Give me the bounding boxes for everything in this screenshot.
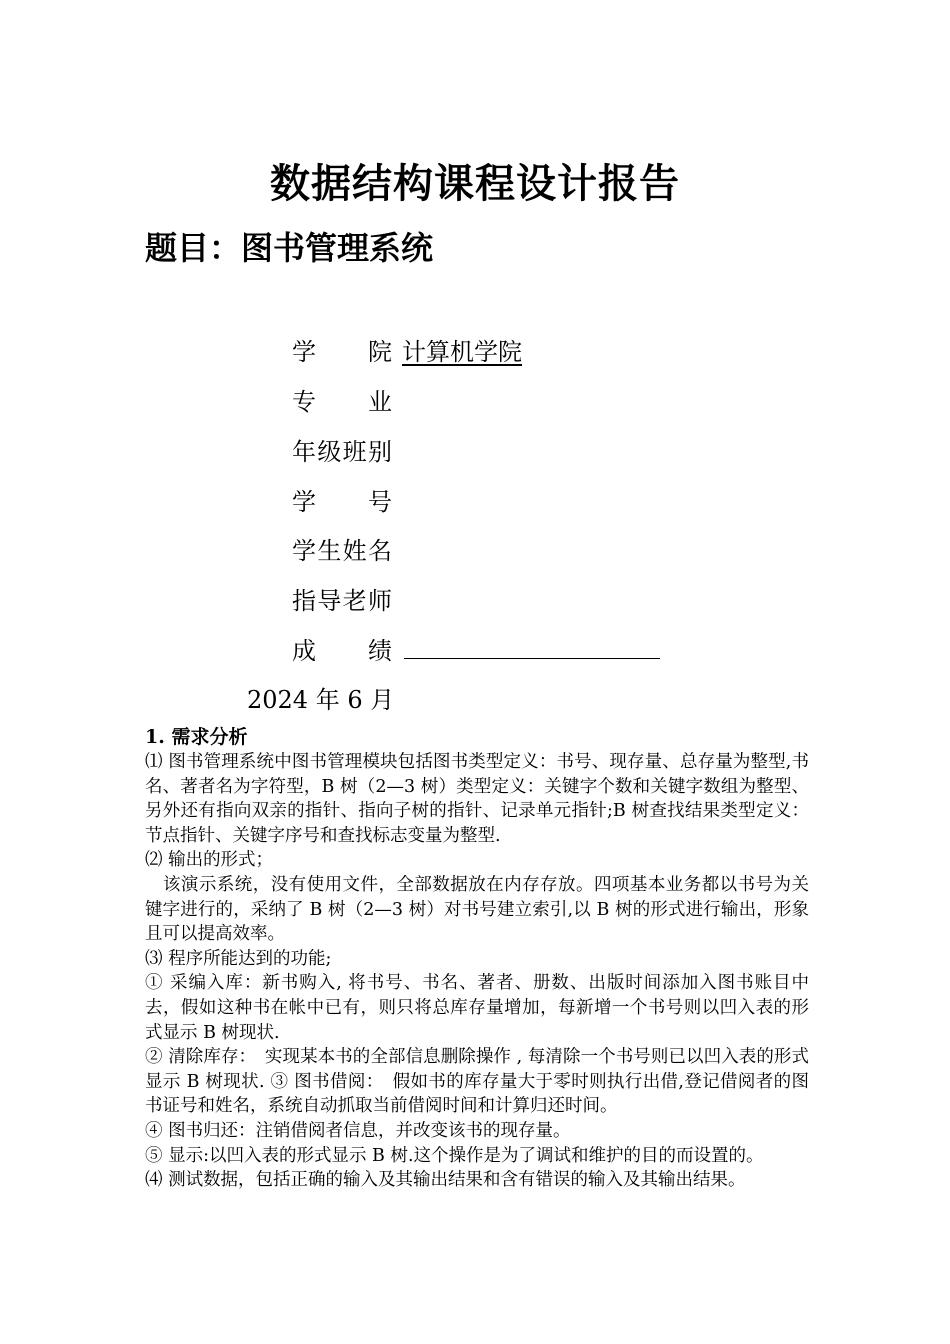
info-row-college <box>292 334 522 370</box>
paragraph-function-return: ④ 图书归还：注销借阅者信息，并改变该书的现存量。 <box>145 1120 571 1141</box>
student-id-label: 学 号 <box>292 488 392 516</box>
info-row-advisor <box>292 583 392 619</box>
college-value: 计算机学院 <box>402 338 522 366</box>
paragraph-functions-heading: ⑶ 程序所能达到的功能; <box>145 948 332 969</box>
report-date: 2024 年 6 月 <box>247 686 395 714</box>
section-body <box>145 750 809 1193</box>
grade-blank-line <box>404 632 660 659</box>
paragraph-function-display: ⑤ 显示:以凹入表的形式显示 B 树.这个操作是为了调试和维护的目的而设置的。 <box>145 1145 764 1166</box>
paragraph-output-form: 该演示系统，没有使用文件，全部数据放在内存存放。四项基本业务都以书号为关键字进行的，采纳了 B 树（2—3 树）对书号建立索引,以 B 树的形式进行输出，形象且可以提高效率。 <box>145 874 809 945</box>
paragraph-function-intake: ① 采编入库：新书购入, 将书号、书名、著者、册数、出版时间添加入图书账目中去，假如这种书在帐中已有，则只将总库存量增加，每新增一个书号则以凹入表的形式显示 B 树现状. <box>145 973 809 1043</box>
paragraph-output-form-heading: ⑵ 输出的形式； <box>145 850 274 871</box>
advisor-label: 指导老师 <box>292 587 392 615</box>
paragraph-test-data: ⑷ 测试数据，包括正确的输入及其输出结果和含有错误的输入及其输出结果。 <box>145 1170 746 1191</box>
paragraph-function-clear-borrow: ② 清除库存： 实现某本书的全部信息删除操作 , 每清除一个书号则已以凹入表的形式显示 B 树现状. ③ 图书借阅： 假如书的库存量大于零时则执行出借,登记借阅者的图书证号和姓名，系统自动抓取当前借阅时间和计算归还时间。 <box>145 1047 809 1117</box>
info-row-name <box>292 533 392 569</box>
college-label: 学 院 <box>292 338 392 366</box>
info-row-major <box>292 384 392 420</box>
class-label: 年级班别 <box>292 438 392 466</box>
major-label: 专 业 <box>292 388 392 416</box>
info-row-class <box>292 434 392 470</box>
student-name-label: 学生姓名 <box>292 537 392 565</box>
info-row-student-id <box>292 484 392 520</box>
info-row-grade <box>292 632 660 668</box>
grade-label: 成 绩 <box>292 637 392 665</box>
report-subject: 题目：图书管理系统 <box>145 229 434 267</box>
report-title: 数据结构课程设计报告 <box>270 161 680 207</box>
section-heading: 1. 需求分析 <box>145 726 248 748</box>
paragraph-data-types: ⑴ 图书管理系统中图书管理模块包括图书类型定义：书号、现存量、总存量为整型,书名、著者名为字符型，B 树（2—3 树）类型定义：关键字个数和关键字数组为整型、另外还有指向双亲的指针、指向子树的指针、记录单元指针;B 树查找结果类型定义： 节点指针、关键字序号和查找标志变量为整型. <box>145 752 809 846</box>
